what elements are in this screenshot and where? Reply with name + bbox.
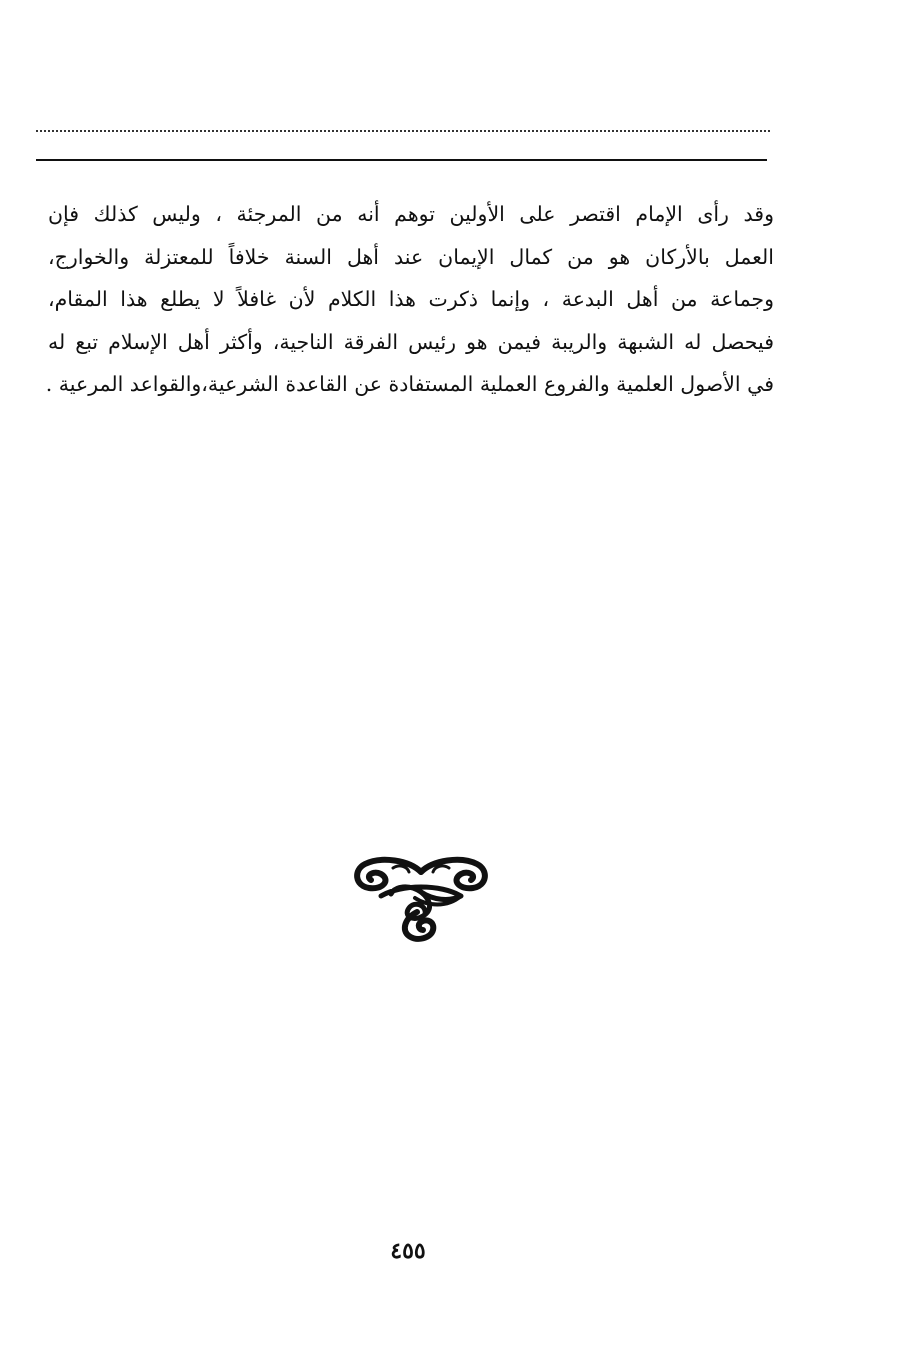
footnote-line-3: وجماعة من أهل البدعة ، وإنما ذكرت هذا الكلام لأن غافلاً لا يطلع هذا المقام،	[48, 287, 774, 311]
footnote-line-4: فيحصل له الشبهة والريبة فيمن هو رئيس الفرقة الناجية، وأكثر أهل الإسلام تبع له	[48, 329, 774, 354]
footnote-separator-rule	[36, 159, 767, 161]
footnote-line-2: العمل بالأركان هو من كمال الإيمان عند أهل السنة خلافاً للمعتزلة والخوارج،	[48, 244, 774, 269]
footnote-text	[45, 193, 774, 406]
calligraphic-flourish-icon	[351, 850, 491, 944]
footnote-line-5: في الأصول العلمية والفروع العملية المستفادة عن القاعدة الشرعية،والقواعد المرعية .	[45, 372, 774, 396]
page-number: ٤٥٥	[390, 1238, 426, 1264]
footnote-dotted-rule	[36, 130, 770, 132]
footnote-line-1: وقد رأى الإمام اقتصر على الأولين توهم أنه من المرجئة ، وليس كذلك فإن	[48, 202, 774, 226]
